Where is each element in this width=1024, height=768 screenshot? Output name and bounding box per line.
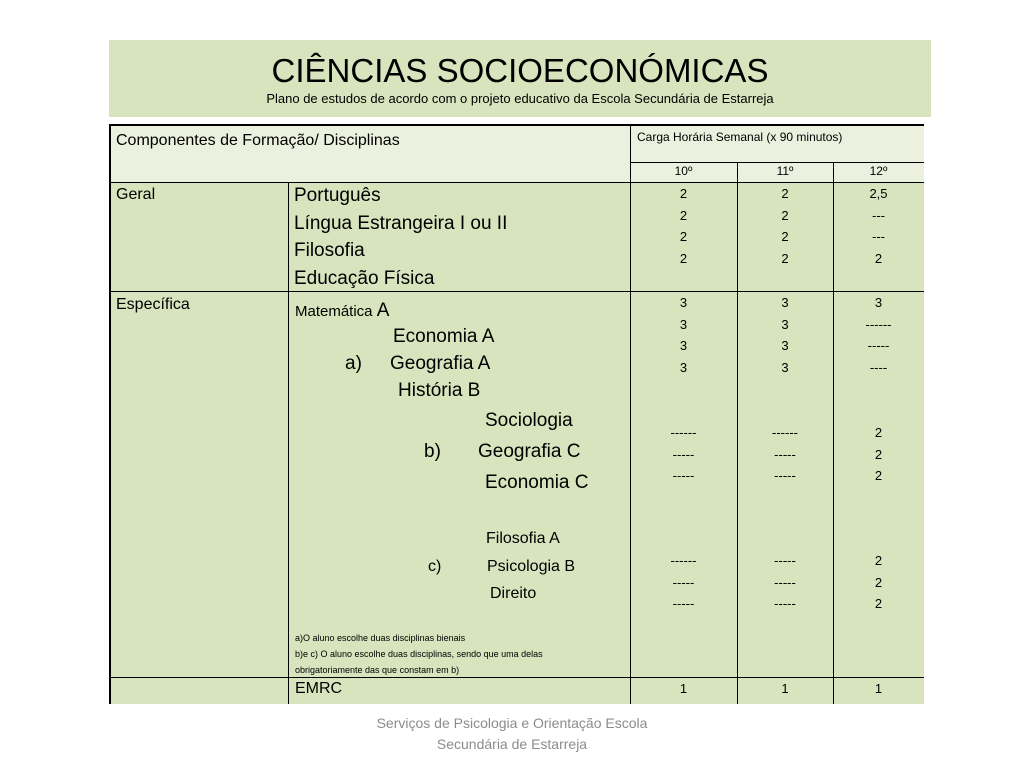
value: 2	[874, 574, 883, 590]
matematica-letter: A	[376, 300, 390, 321]
subject-historia-b: História B	[398, 380, 481, 401]
value: -----	[774, 574, 796, 590]
subject-educacao-fisica: Educação Física	[294, 267, 435, 289]
footnote: obrigatoriamente das que constam em b)	[295, 665, 460, 675]
especifica-12-top	[833, 292, 924, 378]
especifica-10-c	[630, 550, 737, 615]
value: ----	[869, 359, 888, 375]
value: -----	[672, 446, 695, 462]
value: 3	[679, 338, 688, 353]
value: 2	[874, 446, 883, 462]
value: 2,5	[869, 186, 888, 201]
value: 2	[874, 553, 883, 568]
especifica-12-c	[833, 550, 924, 615]
value: 2	[781, 186, 789, 201]
footnotes	[295, 630, 543, 678]
footnote: b)e c) O aluno escolhe duas disciplinas, sendo que uma delas	[295, 649, 543, 659]
page-subtitle: Plano de estudos de acordo com o projeto educativo da Escola Secundária de Estarreja	[266, 91, 774, 106]
geral-10-values	[630, 183, 737, 269]
value: 2	[874, 250, 883, 266]
study-plan-table	[109, 124, 924, 704]
value: 2	[679, 229, 688, 244]
subject-sociologia: Sociologia	[485, 410, 573, 431]
subject-filosofia: Filosofia	[294, 240, 365, 261]
value: ------	[670, 425, 697, 440]
subject-geografia-a: Geografia A	[390, 353, 491, 374]
emrc-10-value	[630, 678, 737, 700]
value: ------	[865, 316, 892, 332]
subject-economia-a: Economia A	[393, 326, 495, 347]
emrc-label: EMRC	[295, 680, 343, 697]
value: 1	[781, 681, 789, 696]
value: 3	[679, 295, 688, 310]
value: 2	[781, 229, 789, 244]
especifica-11-c	[737, 550, 833, 615]
value: 3	[781, 338, 789, 353]
subject-economia-c: Economia C	[485, 472, 589, 493]
value: 1	[874, 681, 883, 696]
value: 3	[874, 295, 883, 310]
subject-psicologia-b: Psicologia B	[487, 558, 576, 575]
value: -----	[672, 468, 695, 483]
value: 2	[679, 207, 688, 223]
header-components: Componentes de Formação/ Disciplinas	[116, 132, 400, 149]
value: 2	[679, 186, 688, 201]
year-11-header: 11º	[776, 164, 794, 178]
value: ---	[872, 229, 885, 244]
value: 3	[679, 359, 688, 375]
value: 3	[679, 316, 688, 332]
value: ------	[670, 553, 697, 568]
group-a-marker: a)	[345, 353, 362, 374]
value: 3	[781, 295, 789, 310]
value: 2	[781, 207, 789, 223]
emrc-12-value	[833, 678, 924, 700]
subject-filosofia-a: Filosofia A	[486, 530, 560, 547]
value: 1	[679, 681, 688, 696]
year-10-header: 10º	[674, 164, 693, 178]
title-banner	[109, 40, 931, 117]
value: -----	[672, 596, 695, 611]
group-b-marker: b)	[424, 441, 441, 462]
geral-label: Geral	[116, 186, 156, 203]
value: 3	[781, 316, 789, 332]
footer-text: Serviços de Psicologia e Orientação Escola Secundária de Estarreja	[376, 715, 648, 752]
especifica-11-top	[737, 292, 833, 378]
subject-geografia-c: Geografia C	[478, 441, 581, 462]
especifica-12-b	[833, 422, 924, 487]
header-workload: Carga Horária Semanal (x 90 minutos)	[637, 130, 843, 144]
value: -----	[774, 596, 796, 611]
especifica-10-top	[630, 292, 737, 378]
subject-lingua-estrangeira: Língua Estrangeira I ou II	[294, 212, 508, 234]
value: 2	[781, 250, 789, 266]
year-12-header: 12º	[869, 164, 888, 178]
subject-portugues: Português	[294, 185, 381, 206]
value: ------	[772, 425, 798, 440]
value: 2	[874, 596, 883, 611]
value: -----	[867, 338, 890, 353]
value: 2	[679, 250, 688, 266]
value: ---	[872, 207, 885, 223]
emrc-11-value	[737, 678, 833, 700]
value: 3	[781, 359, 789, 375]
footnote: a)O aluno escolhe duas disciplinas bienais	[295, 633, 466, 643]
geral-11-values	[737, 183, 833, 269]
matematica-name: Matemática	[295, 303, 373, 320]
value: -----	[672, 574, 695, 590]
value: 2	[874, 425, 883, 440]
especifica-11-b	[737, 422, 833, 487]
value: -----	[774, 553, 796, 568]
value: -----	[774, 468, 796, 483]
especifica-10-b	[630, 422, 737, 487]
subject-direito: Direito	[490, 585, 537, 602]
page-title: CIÊNCIAS SOCIOECONÓMICAS	[271, 52, 769, 89]
subject-matematica	[295, 300, 389, 322]
value: -----	[774, 446, 796, 462]
geral-12-values	[833, 183, 924, 269]
group-c-marker: c)	[428, 558, 442, 575]
geral-subjects	[294, 182, 507, 292]
value: 2	[874, 468, 883, 483]
especifica-label: Específica	[116, 296, 190, 313]
